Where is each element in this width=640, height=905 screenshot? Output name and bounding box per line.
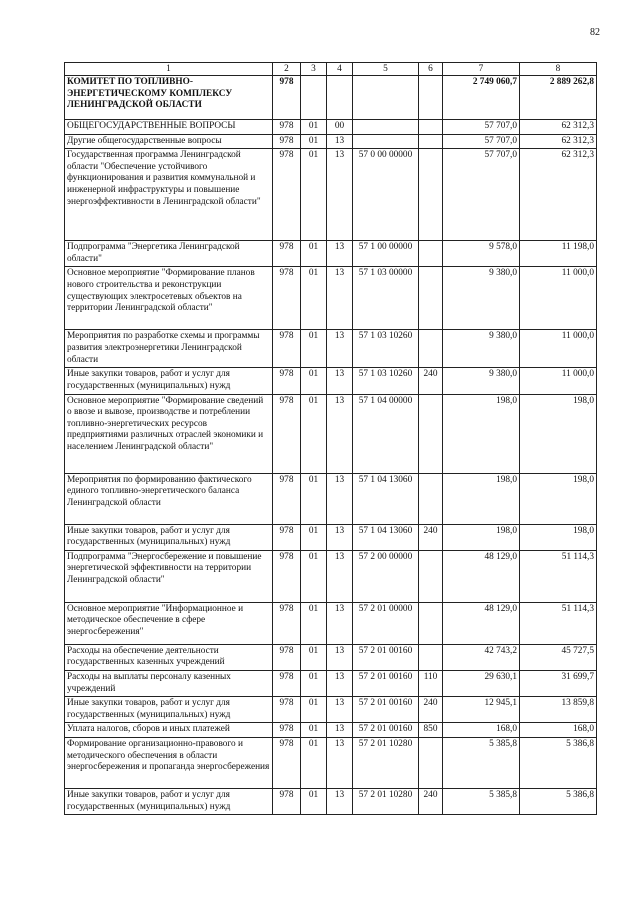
- row-name-cell: Мероприятия по разработке схемы и программы развития электроэнергетики Ленинградской области: [65, 330, 273, 368]
- row-target-article-cell: [353, 76, 419, 120]
- row-expense-type-cell: 240: [419, 697, 443, 723]
- header-col-2: 2: [273, 63, 301, 76]
- row-section-cell: 01: [301, 241, 327, 267]
- row-amount-year2-cell: 62 312,3: [520, 120, 597, 135]
- row-grbs-cell: 978: [273, 644, 301, 670]
- row-subsection-cell: 13: [327, 788, 353, 814]
- row-subsection-cell: 13: [327, 241, 353, 267]
- row-section-cell: 01: [301, 602, 327, 644]
- row-subsection-cell: 13: [327, 330, 353, 368]
- row-subsection-cell: 13: [327, 368, 353, 394]
- row-name-cell: ОБЩЕГОСУДАРСТВЕННЫЕ ВОПРОСЫ: [65, 120, 273, 135]
- row-amount-year2-cell: 13 859,8: [520, 697, 597, 723]
- row-target-article-cell: 57 2 01 00160: [353, 670, 419, 696]
- row-amount-year1-cell: 198,0: [443, 394, 520, 473]
- row-section-cell: 01: [301, 120, 327, 135]
- row-expense-type-cell: [419, 267, 443, 330]
- row-amount-year1-cell: 48 129,0: [443, 602, 520, 644]
- row-grbs-cell: 978: [273, 723, 301, 738]
- row-amount-year1-cell: 57 707,0: [443, 149, 520, 241]
- row-expense-type-cell: [419, 550, 443, 602]
- row-grbs-cell: 978: [273, 134, 301, 149]
- row-section-cell: 01: [301, 788, 327, 814]
- row-amount-year1-cell: 9 578,0: [443, 241, 520, 267]
- row-expense-type-cell: [419, 394, 443, 473]
- row-target-article-cell: 57 1 04 13060: [353, 524, 419, 550]
- row-amount-year2-cell: 11 198,0: [520, 241, 597, 267]
- row-name-cell: Основное мероприятие "Формирование планов нового строительства и реконструкции существующих электросетевых объектов на территории Ленинградской области": [65, 267, 273, 330]
- row-amount-year2-cell: 168,0: [520, 723, 597, 738]
- row-amount-year1-cell: 9 380,0: [443, 330, 520, 368]
- table-row: [65, 330, 597, 368]
- row-grbs-cell: 978: [273, 149, 301, 241]
- row-grbs-cell: 978: [273, 697, 301, 723]
- row-grbs-cell: 978: [273, 788, 301, 814]
- row-target-article-cell: 57 1 03 10260: [353, 368, 419, 394]
- row-grbs-cell: 978: [273, 267, 301, 330]
- row-name-cell: Формирование организационно-правового и методического обеспечения в области энергосбережения и пропаганда энергосбережения: [65, 737, 273, 788]
- row-grbs-cell: 978: [273, 550, 301, 602]
- row-section-cell: 01: [301, 330, 327, 368]
- row-subsection-cell: 13: [327, 134, 353, 149]
- row-amount-year1-cell: 9 380,0: [443, 368, 520, 394]
- row-amount-year1-cell: 48 129,0: [443, 550, 520, 602]
- table-row: [65, 241, 597, 267]
- header-col-7: 7: [443, 63, 520, 76]
- row-name-cell: Подпрограмма "Энергосбережение и повышение энергетической эффективности на территории Ленинградской области": [65, 550, 273, 602]
- header-col-6: 6: [419, 63, 443, 76]
- row-name-cell: КОМИТЕТ ПО ТОПЛИВНО-ЭНЕРГЕТИЧЕСКОМУ КОМПЛЕКСУ ЛЕНИНГРАДСКОЙ ОБЛАСТИ: [65, 76, 273, 120]
- row-section-cell: [301, 76, 327, 120]
- row-amount-year1-cell: 42 743,2: [443, 644, 520, 670]
- row-section-cell: 01: [301, 737, 327, 788]
- table-row: [65, 737, 597, 788]
- row-name-cell: Уплата налогов, сборов и иных платежей: [65, 723, 273, 738]
- row-section-cell: 01: [301, 473, 327, 524]
- row-target-article-cell: 57 2 01 10280: [353, 788, 419, 814]
- row-amount-year2-cell: 45 727,5: [520, 644, 597, 670]
- row-name-cell: Основное мероприятие "Формирование сведений о ввозе и вывозе, производстве и потреблении топливно-энергетических ресурсов предприятиями различных отраслей экономики и населением Ленинградской области": [65, 394, 273, 473]
- row-subsection-cell: 13: [327, 149, 353, 241]
- row-target-article-cell: 57 1 03 00000: [353, 267, 419, 330]
- row-expense-type-cell: [419, 737, 443, 788]
- table-row: [65, 550, 597, 602]
- row-expense-type-cell: [419, 120, 443, 135]
- row-section-cell: 01: [301, 697, 327, 723]
- row-name-cell: Подпрограмма "Энергетика Ленинградской области": [65, 241, 273, 267]
- row-expense-type-cell: [419, 330, 443, 368]
- row-section-cell: 01: [301, 134, 327, 149]
- row-amount-year2-cell: 51 114,3: [520, 602, 597, 644]
- row-name-cell: Государственная программа Ленинградской области "Обеспечение устойчивого функционирования и развития коммунальной и инженерной инфраструктуры и повышение энергоэффективности в Ленинградской области": [65, 149, 273, 241]
- row-section-cell: 01: [301, 524, 327, 550]
- row-amount-year2-cell: 11 000,0: [520, 368, 597, 394]
- row-grbs-cell: 978: [273, 368, 301, 394]
- row-amount-year1-cell: 198,0: [443, 473, 520, 524]
- row-target-article-cell: 57 1 03 10260: [353, 330, 419, 368]
- header-col-8: 8: [520, 63, 597, 76]
- row-amount-year1-cell: 9 380,0: [443, 267, 520, 330]
- row-grbs-cell: 978: [273, 737, 301, 788]
- table-row: [65, 670, 597, 696]
- row-amount-year2-cell: 5 386,8: [520, 737, 597, 788]
- row-amount-year1-cell: 57 707,0: [443, 120, 520, 135]
- row-target-article-cell: 57 0 00 00000: [353, 149, 419, 241]
- row-amount-year2-cell: 198,0: [520, 394, 597, 473]
- row-amount-year1-cell: 2 749 060,7: [443, 76, 520, 120]
- row-section-cell: 01: [301, 267, 327, 330]
- table-row: [65, 788, 597, 814]
- row-subsection-cell: 13: [327, 267, 353, 330]
- row-amount-year2-cell: 62 312,3: [520, 149, 597, 241]
- table-row: [65, 697, 597, 723]
- row-section-cell: 01: [301, 394, 327, 473]
- row-name-cell: Иные закупки товаров, работ и услуг для государственных (муниципальных) нужд: [65, 368, 273, 394]
- row-grbs-cell: 978: [273, 394, 301, 473]
- row-grbs-cell: 978: [273, 524, 301, 550]
- row-amount-year2-cell: 31 699,7: [520, 670, 597, 696]
- table-row: [65, 524, 597, 550]
- row-subsection-cell: [327, 76, 353, 120]
- row-amount-year1-cell: 57 707,0: [443, 134, 520, 149]
- row-target-article-cell: 57 2 01 00000: [353, 602, 419, 644]
- row-name-cell: Иные закупки товаров, работ и услуг для государственных (муниципальных) нужд: [65, 697, 273, 723]
- row-target-article-cell: [353, 134, 419, 149]
- row-subsection-cell: 00: [327, 120, 353, 135]
- row-section-cell: 01: [301, 550, 327, 602]
- row-expense-type-cell: 240: [419, 368, 443, 394]
- row-subsection-cell: 13: [327, 670, 353, 696]
- row-expense-type-cell: [419, 473, 443, 524]
- row-name-cell: Иные закупки товаров, работ и услуг для государственных (муниципальных) нужд: [65, 788, 273, 814]
- row-amount-year1-cell: 198,0: [443, 524, 520, 550]
- row-target-article-cell: 57 2 01 00160: [353, 644, 419, 670]
- row-amount-year2-cell: 5 386,8: [520, 788, 597, 814]
- budget-table: [64, 62, 597, 815]
- header-col-3: 3: [301, 63, 327, 76]
- row-amount-year2-cell: 198,0: [520, 473, 597, 524]
- row-grbs-cell: 978: [273, 602, 301, 644]
- row-name-cell: Расходы на выплаты персоналу казенных учреждений: [65, 670, 273, 696]
- row-section-cell: 01: [301, 368, 327, 394]
- row-grbs-cell: 978: [273, 76, 301, 120]
- row-subsection-cell: 13: [327, 723, 353, 738]
- row-name-cell: Расходы на обеспечение деятельности государственных казенных учреждений: [65, 644, 273, 670]
- table-row: [65, 120, 597, 135]
- row-name-cell: Другие общегосударственные вопросы: [65, 134, 273, 149]
- row-expense-type-cell: [419, 644, 443, 670]
- row-section-cell: 01: [301, 644, 327, 670]
- header-row: [65, 63, 597, 76]
- row-target-article-cell: 57 1 04 13060: [353, 473, 419, 524]
- row-grbs-cell: 978: [273, 120, 301, 135]
- row-expense-type-cell: [419, 149, 443, 241]
- row-expense-type-cell: [419, 602, 443, 644]
- row-amount-year2-cell: 11 000,0: [520, 267, 597, 330]
- row-target-article-cell: 57 1 04 00000: [353, 394, 419, 473]
- row-name-cell: Основное мероприятие "Информационное и методическое обеспечение в сфере энергосбережения": [65, 602, 273, 644]
- row-amount-year1-cell: 29 630,1: [443, 670, 520, 696]
- row-expense-type-cell: 110: [419, 670, 443, 696]
- row-subsection-cell: 13: [327, 697, 353, 723]
- row-subsection-cell: 13: [327, 550, 353, 602]
- header-col-5: 5: [353, 63, 419, 76]
- row-grbs-cell: 978: [273, 330, 301, 368]
- row-amount-year1-cell: 168,0: [443, 723, 520, 738]
- row-expense-type-cell: [419, 241, 443, 267]
- row-name-cell: Иные закупки товаров, работ и услуг для государственных (муниципальных) нужд: [65, 524, 273, 550]
- row-grbs-cell: 978: [273, 473, 301, 524]
- table-row: [65, 723, 597, 738]
- table-row: [65, 76, 597, 120]
- row-subsection-cell: 13: [327, 524, 353, 550]
- row-target-article-cell: 57 1 00 00000: [353, 241, 419, 267]
- row-target-article-cell: 57 2 01 00160: [353, 723, 419, 738]
- row-subsection-cell: 13: [327, 737, 353, 788]
- row-subsection-cell: 13: [327, 602, 353, 644]
- table-row: [65, 368, 597, 394]
- row-target-article-cell: [353, 120, 419, 135]
- table-row: [65, 149, 597, 241]
- row-amount-year2-cell: 198,0: [520, 524, 597, 550]
- row-expense-type-cell: [419, 134, 443, 149]
- table-row: [65, 267, 597, 330]
- row-grbs-cell: 978: [273, 670, 301, 696]
- row-subsection-cell: 13: [327, 644, 353, 670]
- row-target-article-cell: 57 2 01 10280: [353, 737, 419, 788]
- row-target-article-cell: 57 2 00 00000: [353, 550, 419, 602]
- row-section-cell: 01: [301, 723, 327, 738]
- table-row: [65, 602, 597, 644]
- table-row: [65, 644, 597, 670]
- row-expense-type-cell: 240: [419, 524, 443, 550]
- row-amount-year2-cell: 51 114,3: [520, 550, 597, 602]
- row-expense-type-cell: 850: [419, 723, 443, 738]
- table-row: [65, 134, 597, 149]
- row-grbs-cell: 978: [273, 241, 301, 267]
- row-name-cell: Мероприятия по формированию фактического единого топливно-энергетического баланса Ленинградской области: [65, 473, 273, 524]
- header-col-4: 4: [327, 63, 353, 76]
- table-row: [65, 394, 597, 473]
- row-amount-year2-cell: 2 889 262,8: [520, 76, 597, 120]
- page-number: 82: [590, 27, 600, 38]
- row-subsection-cell: 13: [327, 473, 353, 524]
- row-section-cell: 01: [301, 670, 327, 696]
- header-col-1: 1: [65, 63, 273, 76]
- table-row: [65, 473, 597, 524]
- row-amount-year1-cell: 12 945,1: [443, 697, 520, 723]
- row-section-cell: 01: [301, 149, 327, 241]
- row-target-article-cell: 57 2 01 00160: [353, 697, 419, 723]
- row-amount-year2-cell: 11 000,0: [520, 330, 597, 368]
- row-amount-year1-cell: 5 385,8: [443, 788, 520, 814]
- row-amount-year1-cell: 5 385,8: [443, 737, 520, 788]
- row-expense-type-cell: 240: [419, 788, 443, 814]
- row-subsection-cell: 13: [327, 394, 353, 473]
- row-expense-type-cell: [419, 76, 443, 120]
- row-amount-year2-cell: 62 312,3: [520, 134, 597, 149]
